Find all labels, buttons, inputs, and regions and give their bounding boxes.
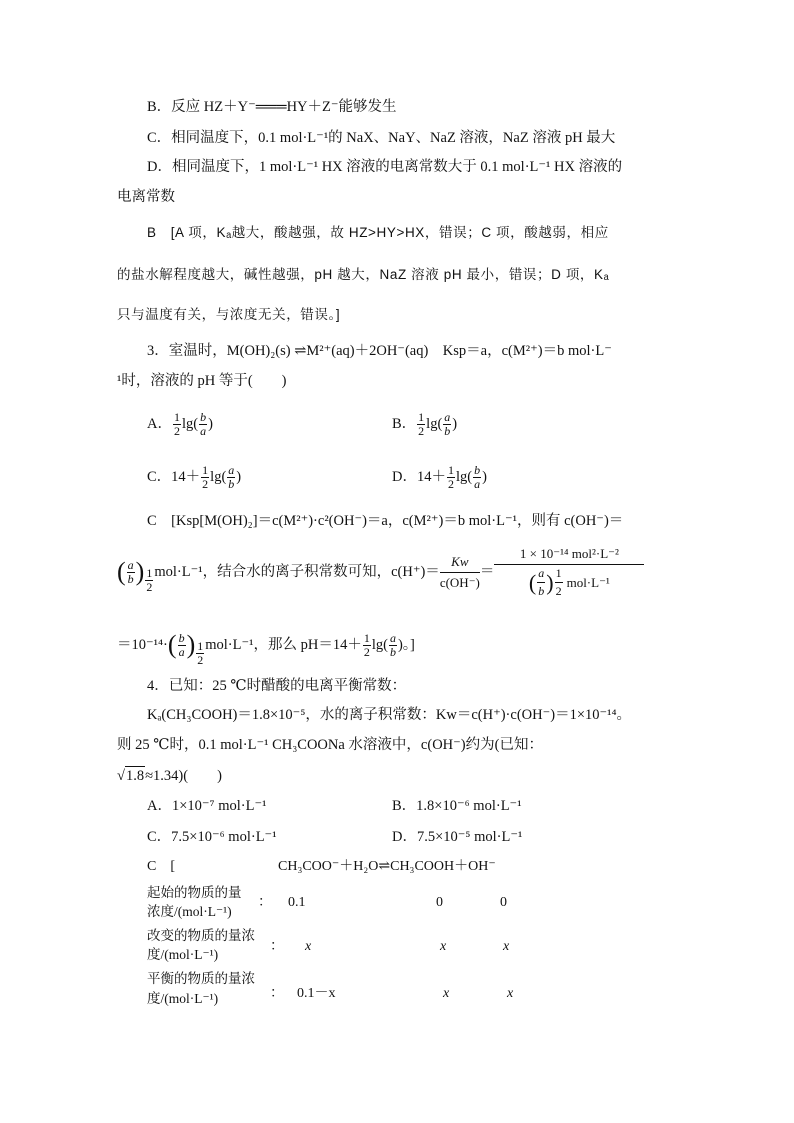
row-value-2: 0 xyxy=(436,895,443,910)
q4-option-a: A．1×10⁻⁷ mol·L⁻¹ xyxy=(147,798,267,814)
question4-line4: √1.8≈1.34)( ) xyxy=(117,768,222,784)
question4-line3: 则 25 ℃时，0.1 mol·L⁻¹ CH₃COONa 水溶液中，c(OH⁻)约为(已知： xyxy=(117,737,543,753)
row-label-line1: 起始的物质的量 xyxy=(147,885,242,900)
answer2-line2: 的盐水解程度越大，碱性越强，pH 越大，NaZ 溶液 pH 最小，错误；D 项，Kₐ xyxy=(117,267,610,282)
answer3-line1: C [Ksp[M(OH)₂]＝c(M²⁺)·c²(OH⁻)＝a，c(M²⁺)＝b mol·L⁻¹，则有 c(OH⁻)＝ xyxy=(147,513,624,529)
question3-line2: ¹时，溶液的 pH 等于( ) xyxy=(117,373,287,389)
row-label-line2: 度/(mol·L⁻¹) xyxy=(147,991,219,1006)
option-d-text-line2: 电离常数 xyxy=(117,189,175,205)
row-colon: ： xyxy=(270,939,284,954)
q3-option-d: D． 14＋ $\frac{1}{2}$ lg( $\frac{b}{a}$ ) xyxy=(392,462,487,491)
row-colon: ： xyxy=(270,986,284,1001)
row-value-3: x xyxy=(507,986,514,1001)
row-value-1: 0.1 xyxy=(288,895,306,910)
row-label-line1: 改变的物质的量浓 xyxy=(147,928,255,943)
row-label-line1: 平衡的物质的量浓 xyxy=(147,971,255,986)
answer4-head: C [ xyxy=(147,859,175,874)
row-label-line2: 浓度/(mol·L⁻¹) xyxy=(147,904,232,919)
row-value-2: x xyxy=(443,986,450,1001)
answer2-line1: B [A 项，Kₐ越大，酸越强，故 HZ>HY>HX，错误；C 项，酸越弱，相应 xyxy=(147,225,609,240)
q3-option-a: A． $\frac{1}{2}$ lg( $\frac{b}{a}$ ) xyxy=(147,409,213,438)
answer2-line3: 只与温度有关，与浓度无关，错误。] xyxy=(117,307,341,322)
row-value-2: x xyxy=(440,939,447,954)
kw-fraction: $\frac{Kw}{c(OH^-)}$ xyxy=(439,553,480,590)
q3-option-b: B． $\frac{1}{2}$ lg( $\frac{a}{b}$ ) xyxy=(392,409,458,438)
answer4-equation: CH₃COO⁻＋H₂O⇌CH₃COOH＋OH⁻ xyxy=(278,859,496,874)
option-d-text-line1: D．相同温度下，1 mol·L⁻¹ HX 溶液的电离常数大于 0.1 mol·L⁻¹ HX 溶液的 xyxy=(147,159,623,175)
row-label-line2: 度/(mol·L⁻¹) xyxy=(147,947,219,962)
q4-option-b: B．1.8×10⁻⁶ mol·L⁻¹ xyxy=(392,798,522,814)
row-value-3: 0 xyxy=(500,895,507,910)
row-colon: ： xyxy=(258,895,272,910)
sqrt-symbol: √ xyxy=(117,768,125,784)
row-value-1: 0.1－x xyxy=(297,986,336,1001)
question4-line2: Kₐ(CH₃COOH)＝1.8×10⁻⁵，水的离子积常数：Kw＝c(H⁺)·c(OH⁻)＝1×10⁻¹⁴。 xyxy=(147,707,632,723)
answer3-line3: ＝10⁻¹⁴· ( $\frac{b}{a}$ ) $\frac{1}{2}$ mol·L⁻¹，那么 pH＝14＋ $\frac{1}{2}$ lg( $\frac{a}{b}$ )。] xyxy=(117,630,415,667)
option-b-text: B．反应 HZ＋Y⁻═══HY＋Z⁻能够发生 xyxy=(147,99,397,115)
q3-option-c: C． 14＋ $\frac{1}{2}$ lg( $\frac{a}{b}$ ) xyxy=(147,462,242,491)
option-c-text: C．相同温度下，0.1 mol·L⁻¹的 NaX、NaY、NaZ 溶液，NaZ 溶液 pH 最大 xyxy=(147,130,616,146)
q4-option-d: D．7.5×10⁻⁵ mol·L⁻¹ xyxy=(392,829,523,845)
question3-line1: 3．室温时，M(OH)₂(s) ⇌M²⁺(aq)＋2OH⁻(aq) Ksp＝a，c(M²⁺)＝b mol·L⁻ xyxy=(147,343,612,359)
row-value-1: x xyxy=(305,939,312,954)
answer3-line2: ( $\frac{a}{b}$ ) $\frac{1}{2}$ mol·L⁻¹，结合水的离子积常数可知，c(H⁺)＝ $\frac{Kw}{c(OH^-)}$ ＝ 1 × 10⁻¹⁴ mol²·L⁻² ( $\frac{a}{b}$ ) $\frac{1}{2}$ mol·L⁻¹ xyxy=(117,540,644,604)
question4-line1: 4．已知：25 ℃时醋酸的电离平衡常数： xyxy=(147,678,407,694)
big-fraction: 1 × 10⁻¹⁴ mol²·L⁻² ( $\frac{a}{b}$ ) $\frac{1}{2}$ mol·L⁻¹ xyxy=(494,546,644,598)
row-value-3: x xyxy=(503,939,510,954)
q4-option-c: C．7.5×10⁻⁶ mol·L⁻¹ xyxy=(147,829,277,845)
